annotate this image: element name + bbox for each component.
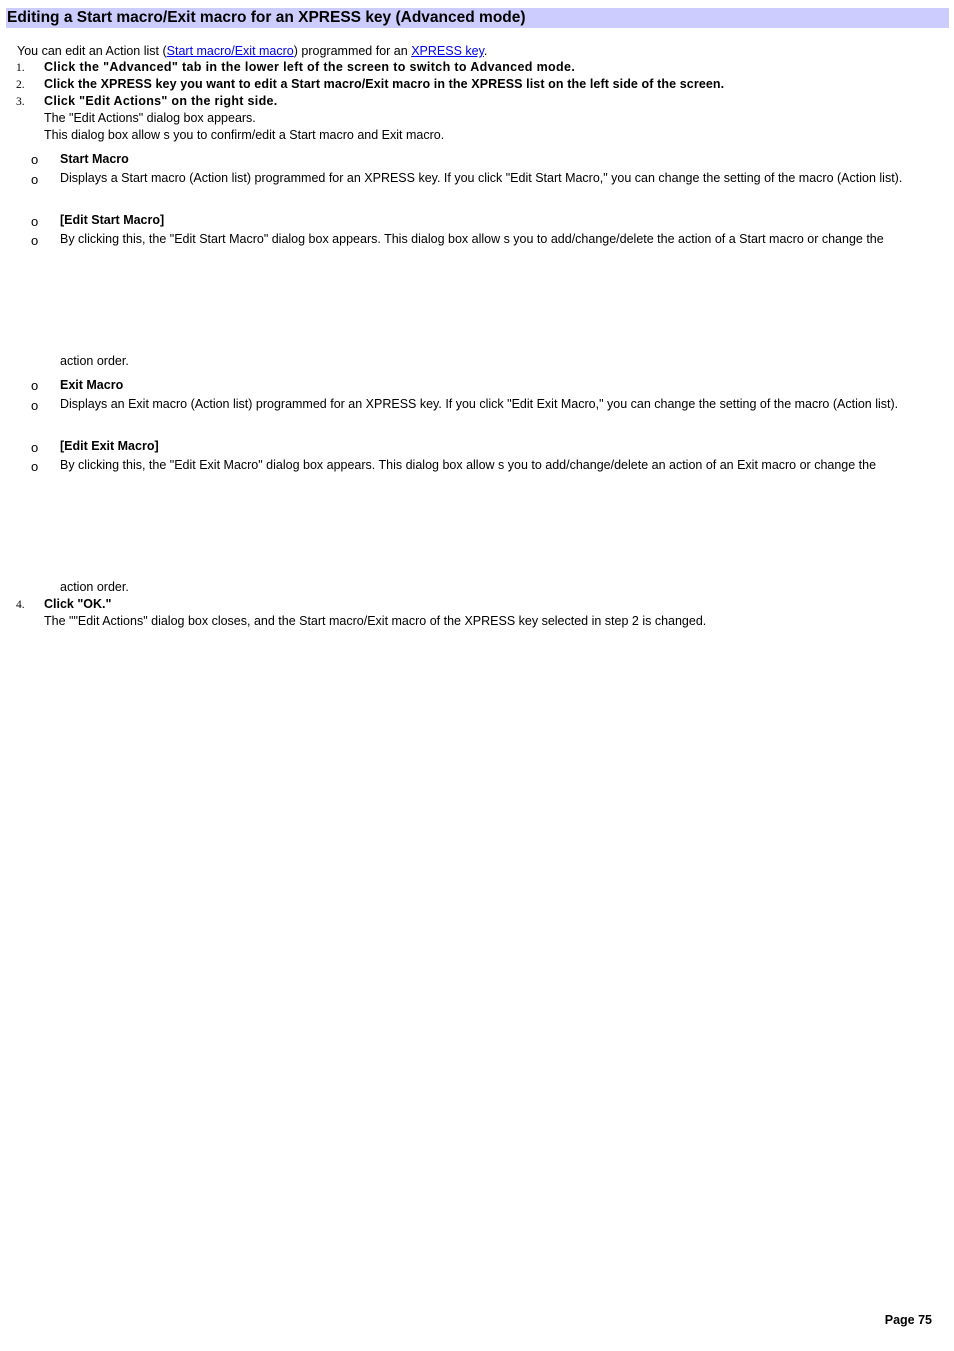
bullet-marker: o [31, 214, 39, 229]
bullet-marker: o [31, 440, 39, 455]
bullet-heading: Start Macro [60, 152, 129, 166]
step-number: 1. [16, 62, 25, 74]
step-text: Click "OK." [44, 597, 112, 611]
bullet-marker: o [31, 233, 39, 248]
intro-paragraph [17, 43, 487, 60]
bullet-text-continuation: action order. [60, 580, 129, 594]
step-number: 4. [16, 599, 25, 611]
bullet-text: By clicking this, the "Edit Start Macro" dialog box appears. This dialog box allow s you to add/change/delete the action of a Start macro or change the [60, 232, 884, 246]
intro-text-after: . [483, 44, 488, 58]
bullet-heading: Exit Macro [60, 378, 124, 392]
step-text: Click the XPRESS key you want to edit a Start macro/Exit macro in the XPRESS list on the left side of the screen. [44, 77, 725, 91]
step-text: Click the "Advanced" tab in the lower left of the screen to switch to Advanced mode. [44, 60, 576, 74]
step-description: The ""Edit Actions" dialog box closes, and the Start macro/Exit macro of the XPRESS key selected in step 2 is changed. [44, 614, 707, 628]
step-number: 2. [16, 79, 25, 91]
bullet-heading: [Edit Start Macro] [60, 213, 165, 227]
xpress-key-link[interactable]: XPRESS key [411, 44, 484, 58]
bullet-heading: [Edit Exit Macro] [60, 439, 159, 453]
bullet-marker: o [31, 152, 39, 167]
title-bar [6, 8, 949, 28]
page-number: Page 75 [884, 1313, 932, 1327]
step-description: This dialog box allow s you to confirm/edit a Start macro and Exit macro. [44, 128, 445, 142]
bullet-text-continuation: action order. [60, 354, 129, 368]
bullet-marker: o [31, 378, 39, 393]
intro-text-before: You can edit an Action list ( [17, 44, 167, 58]
bullet-text: Displays an Exit macro (Action list) programmed for an XPRESS key. If you click "Edit Exit Macro," you can change the setting of the macro (Action list). [60, 397, 899, 411]
bullet-text: By clicking this, the "Edit Exit Macro" dialog box appears. This dialog box allow s you to add/change/delete an action of an Exit macro or change the [60, 458, 877, 472]
start-exit-macro-link[interactable]: Start macro/Exit macro [166, 44, 294, 58]
step-text: Click "Edit Actions" on the right side. [44, 94, 278, 108]
page-title: Editing a Start macro/Exit macro for an XPRESS key (Advanced mode) [7, 9, 526, 26]
bullet-text: Displays a Start macro (Action list) programmed for an XPRESS key. If you click "Edit Start Macro," you can change the setting of the macro (Action list). [60, 171, 903, 185]
intro-text-middle: ) programmed for an [293, 44, 412, 58]
step-number: 3. [16, 96, 25, 108]
bullet-marker: o [31, 398, 39, 413]
bullet-marker: o [31, 459, 39, 474]
bullet-marker: o [31, 172, 39, 187]
step-description: The "Edit Actions" dialog box appears. [44, 111, 256, 125]
